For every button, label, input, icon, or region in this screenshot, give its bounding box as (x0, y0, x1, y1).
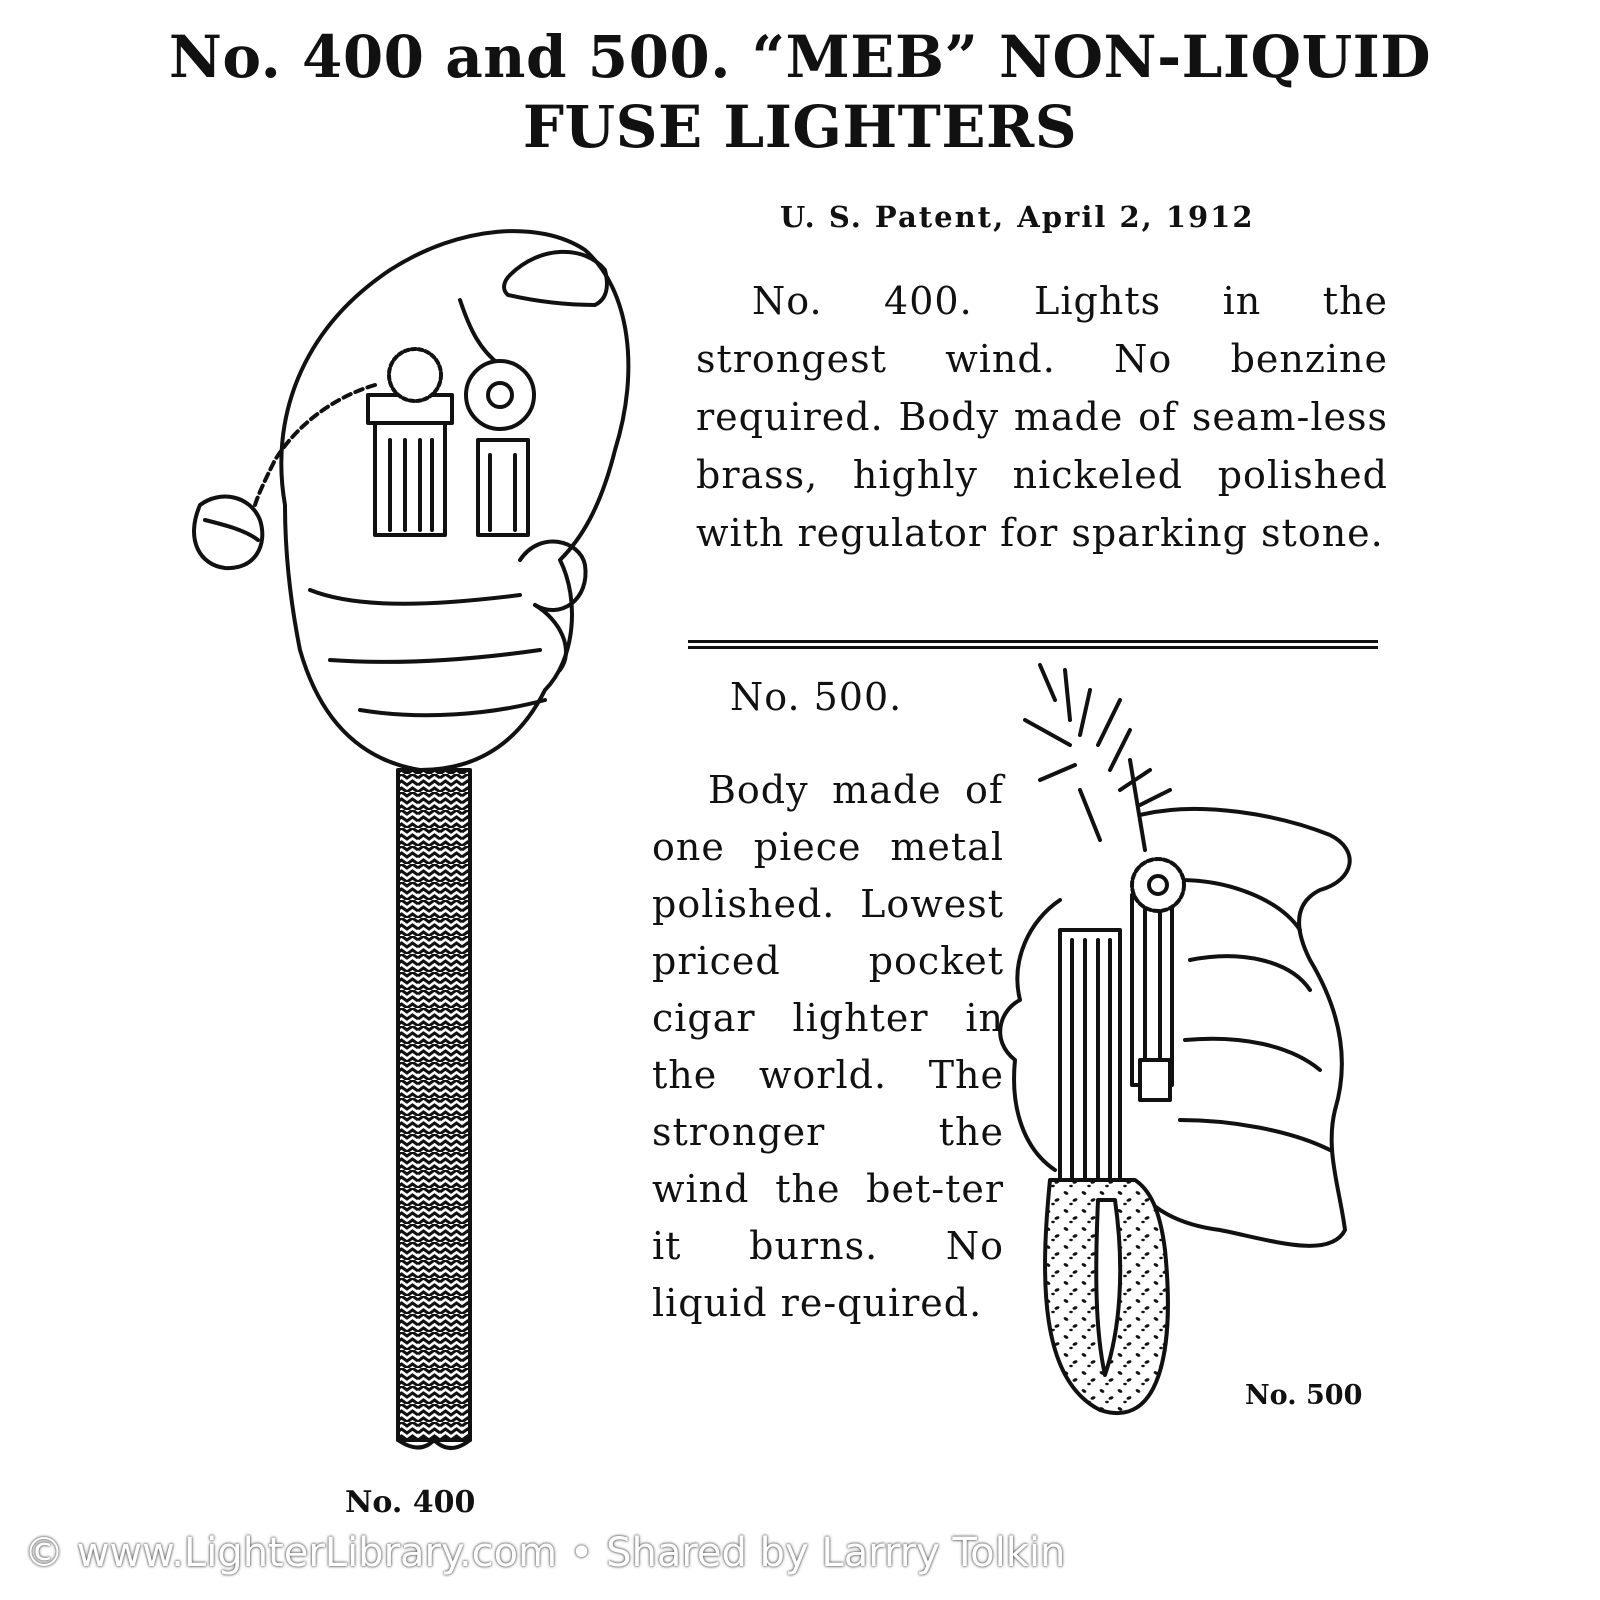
patent-date: U. S. Patent, April 2, 1912 (780, 200, 1255, 234)
watermark-credit: © www.LighterLibrary.com • Shared by Larrry Tolkin (24, 1530, 1066, 1576)
no500-heading: No. 500. (730, 675, 903, 719)
title-line-2: FUSE LIGHTERS (522, 93, 1078, 161)
no400-description: No. 400. Lights in the strongest wind. No benzine required. Body made of seam-less brass, highly nickeled polished with regulator for sparking stone. (696, 279, 1388, 555)
no400-caption: No. 400 (345, 1485, 476, 1520)
title-line-1: No. 400 and 500. “MEB” NON-LIQUID (168, 23, 1432, 91)
no500-caption: No. 500 (1245, 1380, 1363, 1411)
no500-description: Body made of one piece metal polished. Lowest priced pocket cigar lighter in the world. The stronger the wind the bet-ter it burns. No liquid re-quired. (652, 768, 1004, 1325)
